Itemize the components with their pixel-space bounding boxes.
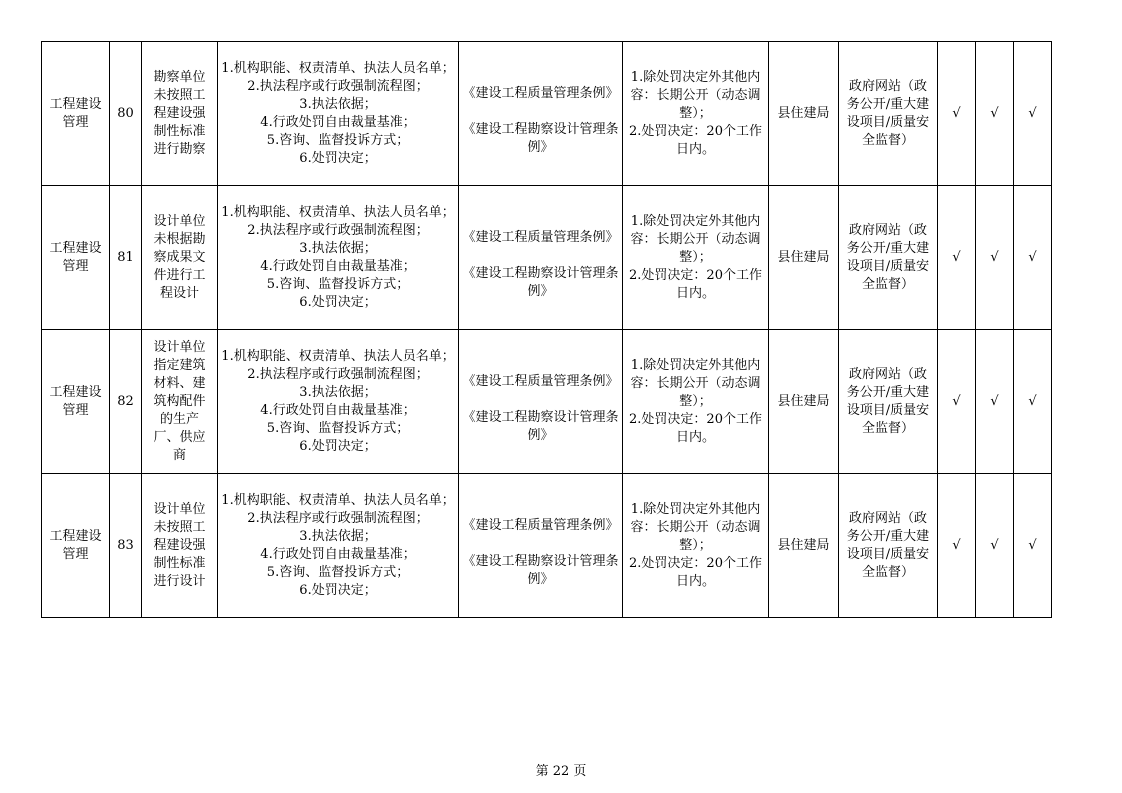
channel-cell: 政府网站（政务公开/重大建设项目/质量安全监督） bbox=[839, 330, 938, 474]
item-cell: 设计单位指定建筑材料、建筑构配件的生产厂、供应商 bbox=[142, 330, 218, 474]
checkmark-cell: √ bbox=[1014, 474, 1052, 618]
content-cell: 1.机构职能、权责清单、执法人员名单； 2.执法程序或行政强制流程图； 3.执法依据； 4.行政处罚自由裁量基准； 5.咨询、监督投诉方式； 6.处罚决定； bbox=[218, 186, 459, 330]
table-row bbox=[42, 330, 1052, 474]
checkmark-cell: √ bbox=[976, 474, 1014, 618]
subject-cell: 县住建局 bbox=[769, 186, 839, 330]
checkmark-cell: √ bbox=[1014, 186, 1052, 330]
number-cell: 82 bbox=[110, 330, 142, 474]
basis-cell: 《建设工程质量管理条例》 《建设工程勘察设计管理条例》 bbox=[459, 42, 623, 186]
subject-cell: 县住建局 bbox=[769, 42, 839, 186]
page-number: 第 22 页 bbox=[535, 764, 587, 779]
time-cell: 1.除处罚决定外其他内容：长期公开（动态调整）； 2.处罚决定：20个工作日内。 bbox=[623, 330, 769, 474]
item-cell: 设计单位未按照工程建设强制性标准进行设计 bbox=[142, 474, 218, 618]
checkmark-cell: √ bbox=[938, 186, 976, 330]
basis-cell: 《建设工程质量管理条例》 《建设工程勘察设计管理条例》 bbox=[459, 474, 623, 618]
checkmark-cell: √ bbox=[938, 330, 976, 474]
basis-cell: 《建设工程质量管理条例》 《建设工程勘察设计管理条例》 bbox=[459, 330, 623, 474]
number-cell: 81 bbox=[110, 186, 142, 330]
checkmark-cell: √ bbox=[1014, 42, 1052, 186]
checkmark-cell: √ bbox=[976, 330, 1014, 474]
category-cell: 工程建设管理 bbox=[42, 330, 110, 474]
item-cell: 设计单位未根据勘察成果文件进行工程设计 bbox=[142, 186, 218, 330]
time-cell: 1.除处罚决定外其他内容：长期公开（动态调整）； 2.处罚决定：20个工作日内。 bbox=[623, 186, 769, 330]
category-cell: 工程建设管理 bbox=[42, 186, 110, 330]
checkmark-cell: √ bbox=[938, 474, 976, 618]
item-cell: 勘察单位未按照工程建设强制性标准进行勘察 bbox=[142, 42, 218, 186]
basis-cell: 《建设工程质量管理条例》 《建设工程勘察设计管理条例》 bbox=[459, 186, 623, 330]
table-row bbox=[42, 186, 1052, 330]
subject-cell: 县住建局 bbox=[769, 474, 839, 618]
content-cell: 1.机构职能、权责清单、执法人员名单； 2.执法程序或行政强制流程图； 3.执法依据； 4.行政处罚自由裁量基准； 5.咨询、监督投诉方式； 6.处罚决定； bbox=[218, 42, 459, 186]
table-row bbox=[42, 42, 1052, 186]
category-cell: 工程建设管理 bbox=[42, 474, 110, 618]
time-cell: 1.除处罚决定外其他内容：长期公开（动态调整）； 2.处罚决定：20个工作日内。 bbox=[623, 42, 769, 186]
table-row bbox=[42, 474, 1052, 618]
time-cell: 1.除处罚决定外其他内容：长期公开（动态调整）； 2.处罚决定：20个工作日内。 bbox=[623, 474, 769, 618]
checkmark-cell: √ bbox=[938, 42, 976, 186]
checkmark-cell: √ bbox=[1014, 330, 1052, 474]
channel-cell: 政府网站（政务公开/重大建设项目/质量安全监督） bbox=[839, 474, 938, 618]
channel-cell: 政府网站（政务公开/重大建设项目/质量安全监督） bbox=[839, 42, 938, 186]
subject-cell: 县住建局 bbox=[769, 330, 839, 474]
checkmark-cell: √ bbox=[976, 42, 1014, 186]
disclosure-table bbox=[41, 41, 1052, 618]
checkmark-cell: √ bbox=[976, 186, 1014, 330]
channel-cell: 政府网站（政务公开/重大建设项目/质量安全监督） bbox=[839, 186, 938, 330]
number-cell: 80 bbox=[110, 42, 142, 186]
content-cell: 1.机构职能、权责清单、执法人员名单； 2.执法程序或行政强制流程图； 3.执法依据； 4.行政处罚自由裁量基准； 5.咨询、监督投诉方式； 6.处罚决定； bbox=[218, 474, 459, 618]
category-cell: 工程建设管理 bbox=[42, 42, 110, 186]
number-cell: 83 bbox=[110, 474, 142, 618]
content-cell: 1.机构职能、权责清单、执法人员名单； 2.执法程序或行政强制流程图； 3.执法依据； 4.行政处罚自由裁量基准； 5.咨询、监督投诉方式； 6.处罚决定； bbox=[218, 330, 459, 474]
